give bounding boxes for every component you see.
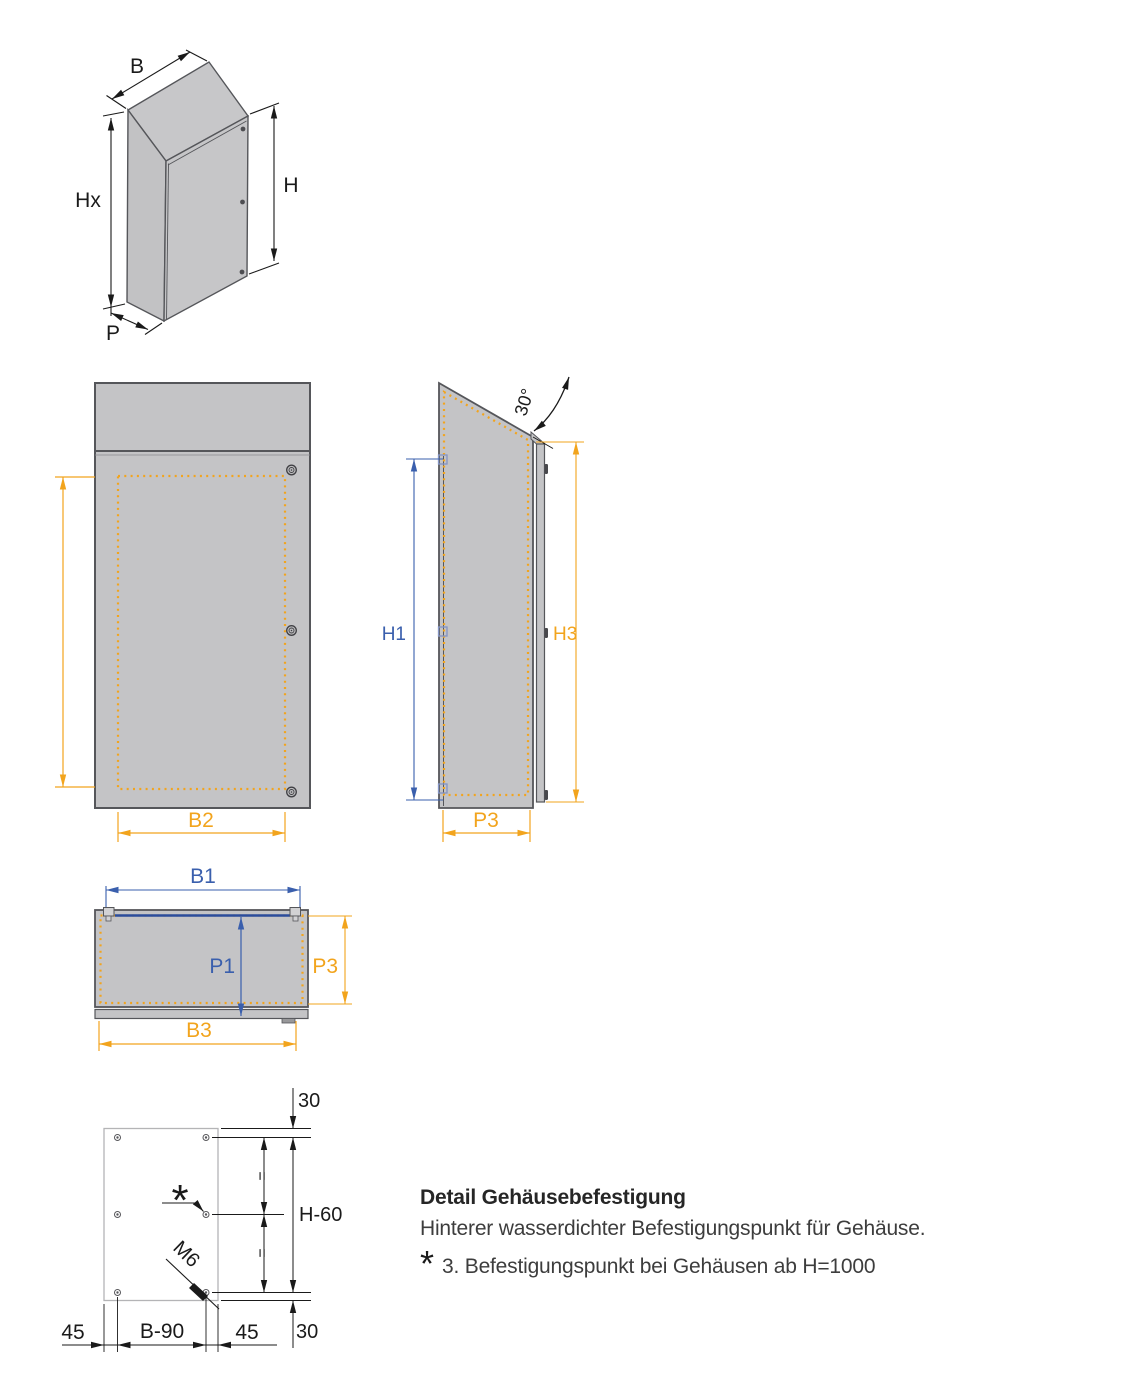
detail-top-offset-label: 30 — [298, 1090, 321, 1112]
top-inner-depth-label: P1 — [209, 955, 235, 978]
top-door-tab — [282, 1019, 295, 1024]
detail-note — [420, 1186, 1080, 1284]
front-height-dimension — [55, 477, 95, 787]
side-inner-height-label: H1 — [381, 624, 406, 645]
detail-equal-spacing-top-label: = — [253, 1171, 270, 1181]
iso-hx-ext-2 — [103, 304, 125, 309]
side-angle-arc — [534, 377, 569, 431]
detail-top-offset-dimension — [293, 1088, 320, 1129]
detail-hole-spacing-label: B-90 — [139, 1320, 185, 1343]
front-screw-middle — [287, 626, 297, 636]
iso-b-ext-2 — [186, 50, 207, 61]
detail-right-margin-label: 45 — [235, 1321, 259, 1344]
note-footnote-text: 3. Befestigungspunkt bei Gehäusen ab H=1000 — [442, 1255, 876, 1278]
note-footnote-marker: * — [420, 1243, 435, 1284]
note-footnote — [420, 1243, 1080, 1284]
top-b1-dimension — [106, 865, 300, 907]
top-p3-dimension — [308, 916, 352, 1004]
detail-bottom-offset-label: 30 — [296, 1321, 319, 1343]
top-door-strip — [95, 1010, 308, 1019]
side-rear-height-label: H3 — [553, 624, 578, 645]
iso-h-ext-1 — [250, 103, 279, 114]
detail-footnote-marker: * — [171, 1176, 189, 1225]
top-depth-label: P3 — [312, 955, 338, 978]
iso-height-left-label: Hx — [75, 189, 101, 212]
iso-height-right-label: H — [283, 174, 299, 197]
side-h1-dimension — [382, 459, 443, 800]
side-depth-label: P3 — [473, 809, 499, 832]
front-b2-dimension — [118, 809, 285, 842]
side-body — [439, 383, 533, 808]
note-title: Detail Gehäusebefestigung — [420, 1186, 686, 1209]
detail-height-label: H-60 — [299, 1204, 343, 1226]
front-screw-top — [287, 465, 297, 475]
top-b3-dimension — [99, 1019, 296, 1051]
front-screw-bottom — [287, 787, 297, 797]
top-body — [95, 910, 308, 1007]
detail-equal-spacing-bottom-label: = — [253, 1248, 270, 1258]
note-description: Hinterer wasserdichter Befestigungspunkt für Gehäuse. — [420, 1217, 926, 1240]
front-door-width-label: B2 — [188, 809, 214, 832]
top-inner-width-label: B1 — [190, 865, 216, 888]
side-p3-dimension — [443, 809, 530, 842]
detail-height-dimension — [293, 1138, 342, 1293]
detail-equal-spacing-dimensions — [253, 1138, 270, 1293]
iso-h-ext-2 — [249, 263, 279, 274]
top-outer-width-label: B3 — [186, 1019, 212, 1042]
isometric-view — [75, 50, 298, 345]
mounting-detail-view — [61, 1088, 342, 1352]
side-view — [382, 377, 584, 842]
front-body — [95, 383, 310, 808]
iso-hx-ext-1 — [103, 112, 124, 116]
iso-b-ext-1 — [107, 96, 127, 109]
side-roof-angle-label: 30° — [510, 386, 539, 419]
detail-rear-panel — [104, 1129, 218, 1301]
side-rear-rail — [537, 444, 545, 802]
detail-left-margin-label: 45 — [61, 1321, 85, 1344]
iso-width-label: B — [129, 55, 145, 78]
front-view — [55, 383, 310, 842]
detail-thread-label: M6 — [168, 1236, 204, 1272]
iso-depth-label: P — [105, 322, 121, 345]
detail-bottom-offset-dimension — [293, 1301, 318, 1349]
top-view — [95, 865, 352, 1051]
